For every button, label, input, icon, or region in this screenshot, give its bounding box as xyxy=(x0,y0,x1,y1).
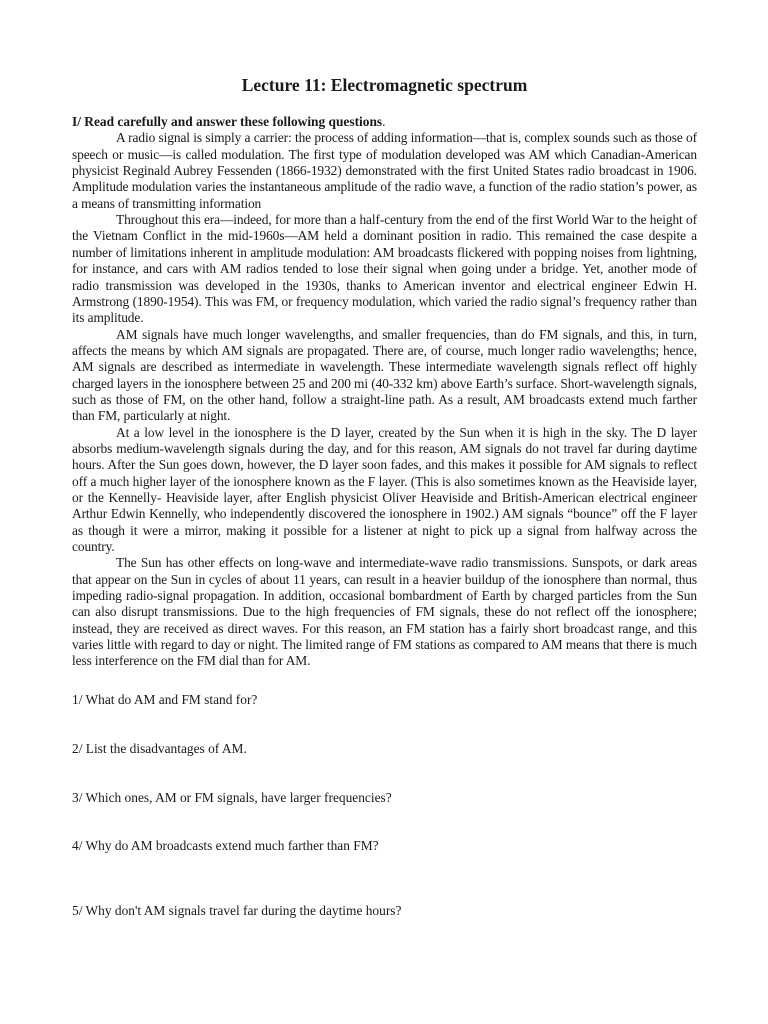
paragraph-5: The Sun has other effects on long-wave and intermediate-wave radio transmissions. Sunspots, or dark areas that appear on the Sun in cycles of about 11 years, can result in a heavier buildup of the ionosphere than normal, thus impeding radio-signal propagation. In addition, occasional bombardment of Earth by charged particles from the Sun can also disrupt transmissions. Due to the high frequencies of FM signals, these do not reflect off the ionosphere; instead, they are received as direct waves. For this reason, an FM station has a fairly short broadcast range, and this varies little with regard to day or night. The limited range of FM stations as compared to AM means that there is much less interference on the FM dial than for AM. xyxy=(72,555,697,669)
paragraph-1: A radio signal is simply a carrier: the process of adding information—that is, complex sounds such as those of speech or music—is called modulation. The first type of modulation developed was AM which Canadian-American physicist Reginald Aubrey Fessenden (1866-1932) demonstrated with the first United States radio broadcast in 1906. Amplitude modulation varies the instantaneous amplitude of the radio wave, a function of the radio station’s power, as a means of transmitting information xyxy=(72,130,697,211)
document-page xyxy=(72,74,697,920)
question-4: 4/ Why do AM broadcasts extend much farther than FM? xyxy=(72,837,379,853)
question-list xyxy=(72,692,697,920)
paragraph-4: At a low level in the ionosphere is the D layer, created by the Sun when it is high in the sky. The D layer absorbs medium-wavelength signals during the day, and for this reason, AM signals do not travel far during daytime hours. After the Sun goes down, however, the D layer soon fades, and this makes it possible for AM signals to reflect off a much higher layer of the ionosphere known as the F layer. (This is also sometimes known as the Heaviside layer, or the Kennelly- Heaviside layer, after English physicist Oliver Heaviside and British-American electrical engineer Arthur Edwin Kennelly, who independently discovered the ionosphere in 1902.) AM signals “bounce” off the F layer as though it were a mirror, making it possible for a listener at night to pick up a signal from halfway across the country. xyxy=(72,424,697,554)
question-3: 3/ Which ones, AM or FM signals, have larger frequencies? xyxy=(72,789,392,805)
section-heading xyxy=(72,114,697,130)
section-heading-period: . xyxy=(382,114,386,129)
paragraph-3: AM signals have much longer wavelengths, and smaller frequencies, than do FM signals, and this, in turn, affects the means by which AM signals are propagated. There are, of course, much longer radio wavelengths; hence, AM signals are described as intermediate in wavelength. These intermediate wavelength signals reflect off highly charged layers in the ionosphere between 25 and 200 mi (40-332 km) above Earth’s surface. Short-wavelength signals, such as those of FM, on the other hand, follow a straight-line path. As a result, AM broadcasts extend much farther than FM, particularly at night. xyxy=(72,326,697,424)
question-5: 5/ Why don't AM signals travel far during the daytime hours? xyxy=(72,903,402,919)
document-title: Lecture 11: Electromagnetic spectrum xyxy=(241,75,528,95)
paragraph-2: Throughout this era—indeed, for more than a half-century from the end of the first World War to the height of the Vietnam Conflict in the mid-1960s—AM held a dominant position in radio. This remained the case despite a number of limitations inherent in amplitude modulation: AM broadcasts flickered with popping noises from lightning, for instance, and cars with AM radios tended to lose their signal when going under a bridge. Yet, another mode of radio transmission was developed in the 1930s, thanks to American inventor and electrical engineer Edwin H. Armstrong (1890-1954). This was FM, or frequency modulation, which varied the radio signal’s frequency rather than its amplitude. xyxy=(72,212,697,326)
section-heading-text: I/ Read carefully and answer these following questions xyxy=(72,114,383,129)
question-2: 2/ List the disadvantages of AM. xyxy=(72,741,247,757)
question-1: 1/ What do AM and FM stand for? xyxy=(72,691,258,707)
